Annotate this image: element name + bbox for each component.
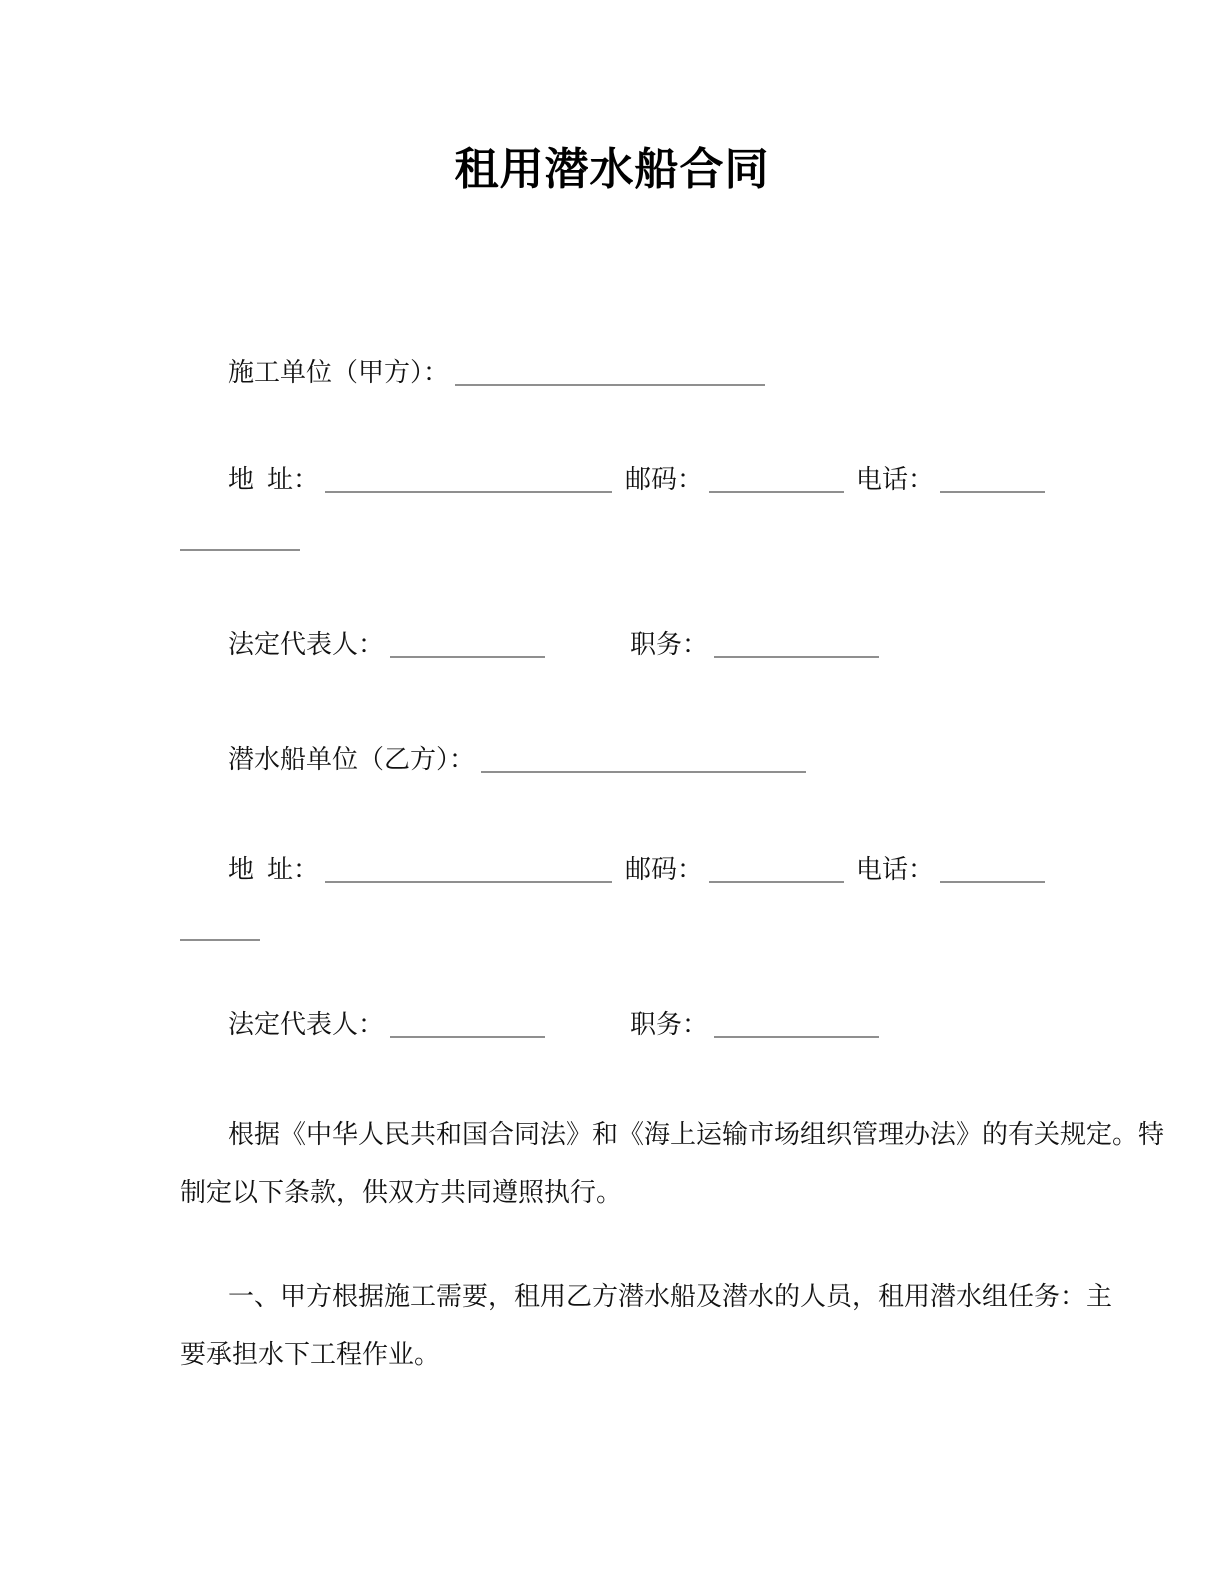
party-b-postcode-label: 邮码：	[625, 855, 704, 884]
party-b-phone-continuation-blank	[180, 939, 260, 941]
party-a-address-row	[180, 451, 1044, 509]
party-a-phone-continuation-row	[180, 509, 1044, 567]
party-b-unit-row	[180, 731, 1044, 789]
party-b-postcode-blank	[709, 881, 844, 883]
party-a-phone-label: 电话：	[856, 465, 935, 494]
clause-1-line-1: 一、甲方根据施工需要，租用乙方潜水船及潜水的人员，租用潜水组任务：主	[228, 1282, 1113, 1311]
party-b-unit-label: 潜水船单位（乙方）：	[228, 745, 476, 774]
party-a-postcode-blank	[709, 491, 844, 493]
preamble-line-2: 制定以下条款，供双方共同遵照执行。	[180, 1178, 623, 1207]
clause-1-paragraph	[180, 1268, 1113, 1384]
party-a-unit-row	[180, 344, 1044, 402]
party-a-phone-blank	[940, 491, 1045, 493]
party-a-address-label: 地 址：	[228, 465, 320, 494]
party-b-phone-continuation-row	[180, 899, 1044, 957]
party-b-address-label: 地 址：	[228, 855, 320, 884]
party-a-postcode-label: 邮码：	[625, 465, 704, 494]
party-a-address-blank	[325, 491, 612, 493]
document-title: 租用潜水船合同	[454, 145, 770, 194]
party-b-unit-blank	[481, 771, 806, 773]
preamble-line-1: 根据《中华人民共和国合同法》和《海上运输市场组织管理办法》的有关规定。特	[228, 1120, 1165, 1149]
document-body	[0, 140, 1224, 1384]
party-a-phone-continuation-blank	[180, 549, 300, 551]
preamble-paragraph	[180, 1106, 1165, 1222]
party-b-legal-rep-row	[180, 996, 1044, 1054]
party-a-position-label: 职务：	[630, 630, 709, 659]
party-b-phone-label: 电话：	[856, 855, 935, 884]
party-a-legal-rep-blank	[390, 656, 545, 658]
party-b-phone-blank	[940, 881, 1045, 883]
party-b-position-blank	[714, 1036, 879, 1038]
party-a-position-blank	[714, 656, 879, 658]
party-b-address-blank	[325, 881, 612, 883]
party-a-legal-rep-label: 法定代表人：	[228, 630, 385, 659]
clause-1-line-2: 要承担水下工程作业。	[180, 1340, 441, 1369]
party-b-legal-rep-blank	[390, 1036, 545, 1038]
party-b-legal-rep-label: 法定代表人：	[228, 1010, 385, 1039]
party-b-position-label: 职务：	[630, 1010, 709, 1039]
party-a-unit-blank	[455, 384, 765, 386]
party-a-legal-rep-row	[180, 616, 1044, 674]
party-b-address-row	[180, 841, 1044, 899]
party-a-unit-label: 施工单位（甲方）：	[228, 358, 450, 387]
